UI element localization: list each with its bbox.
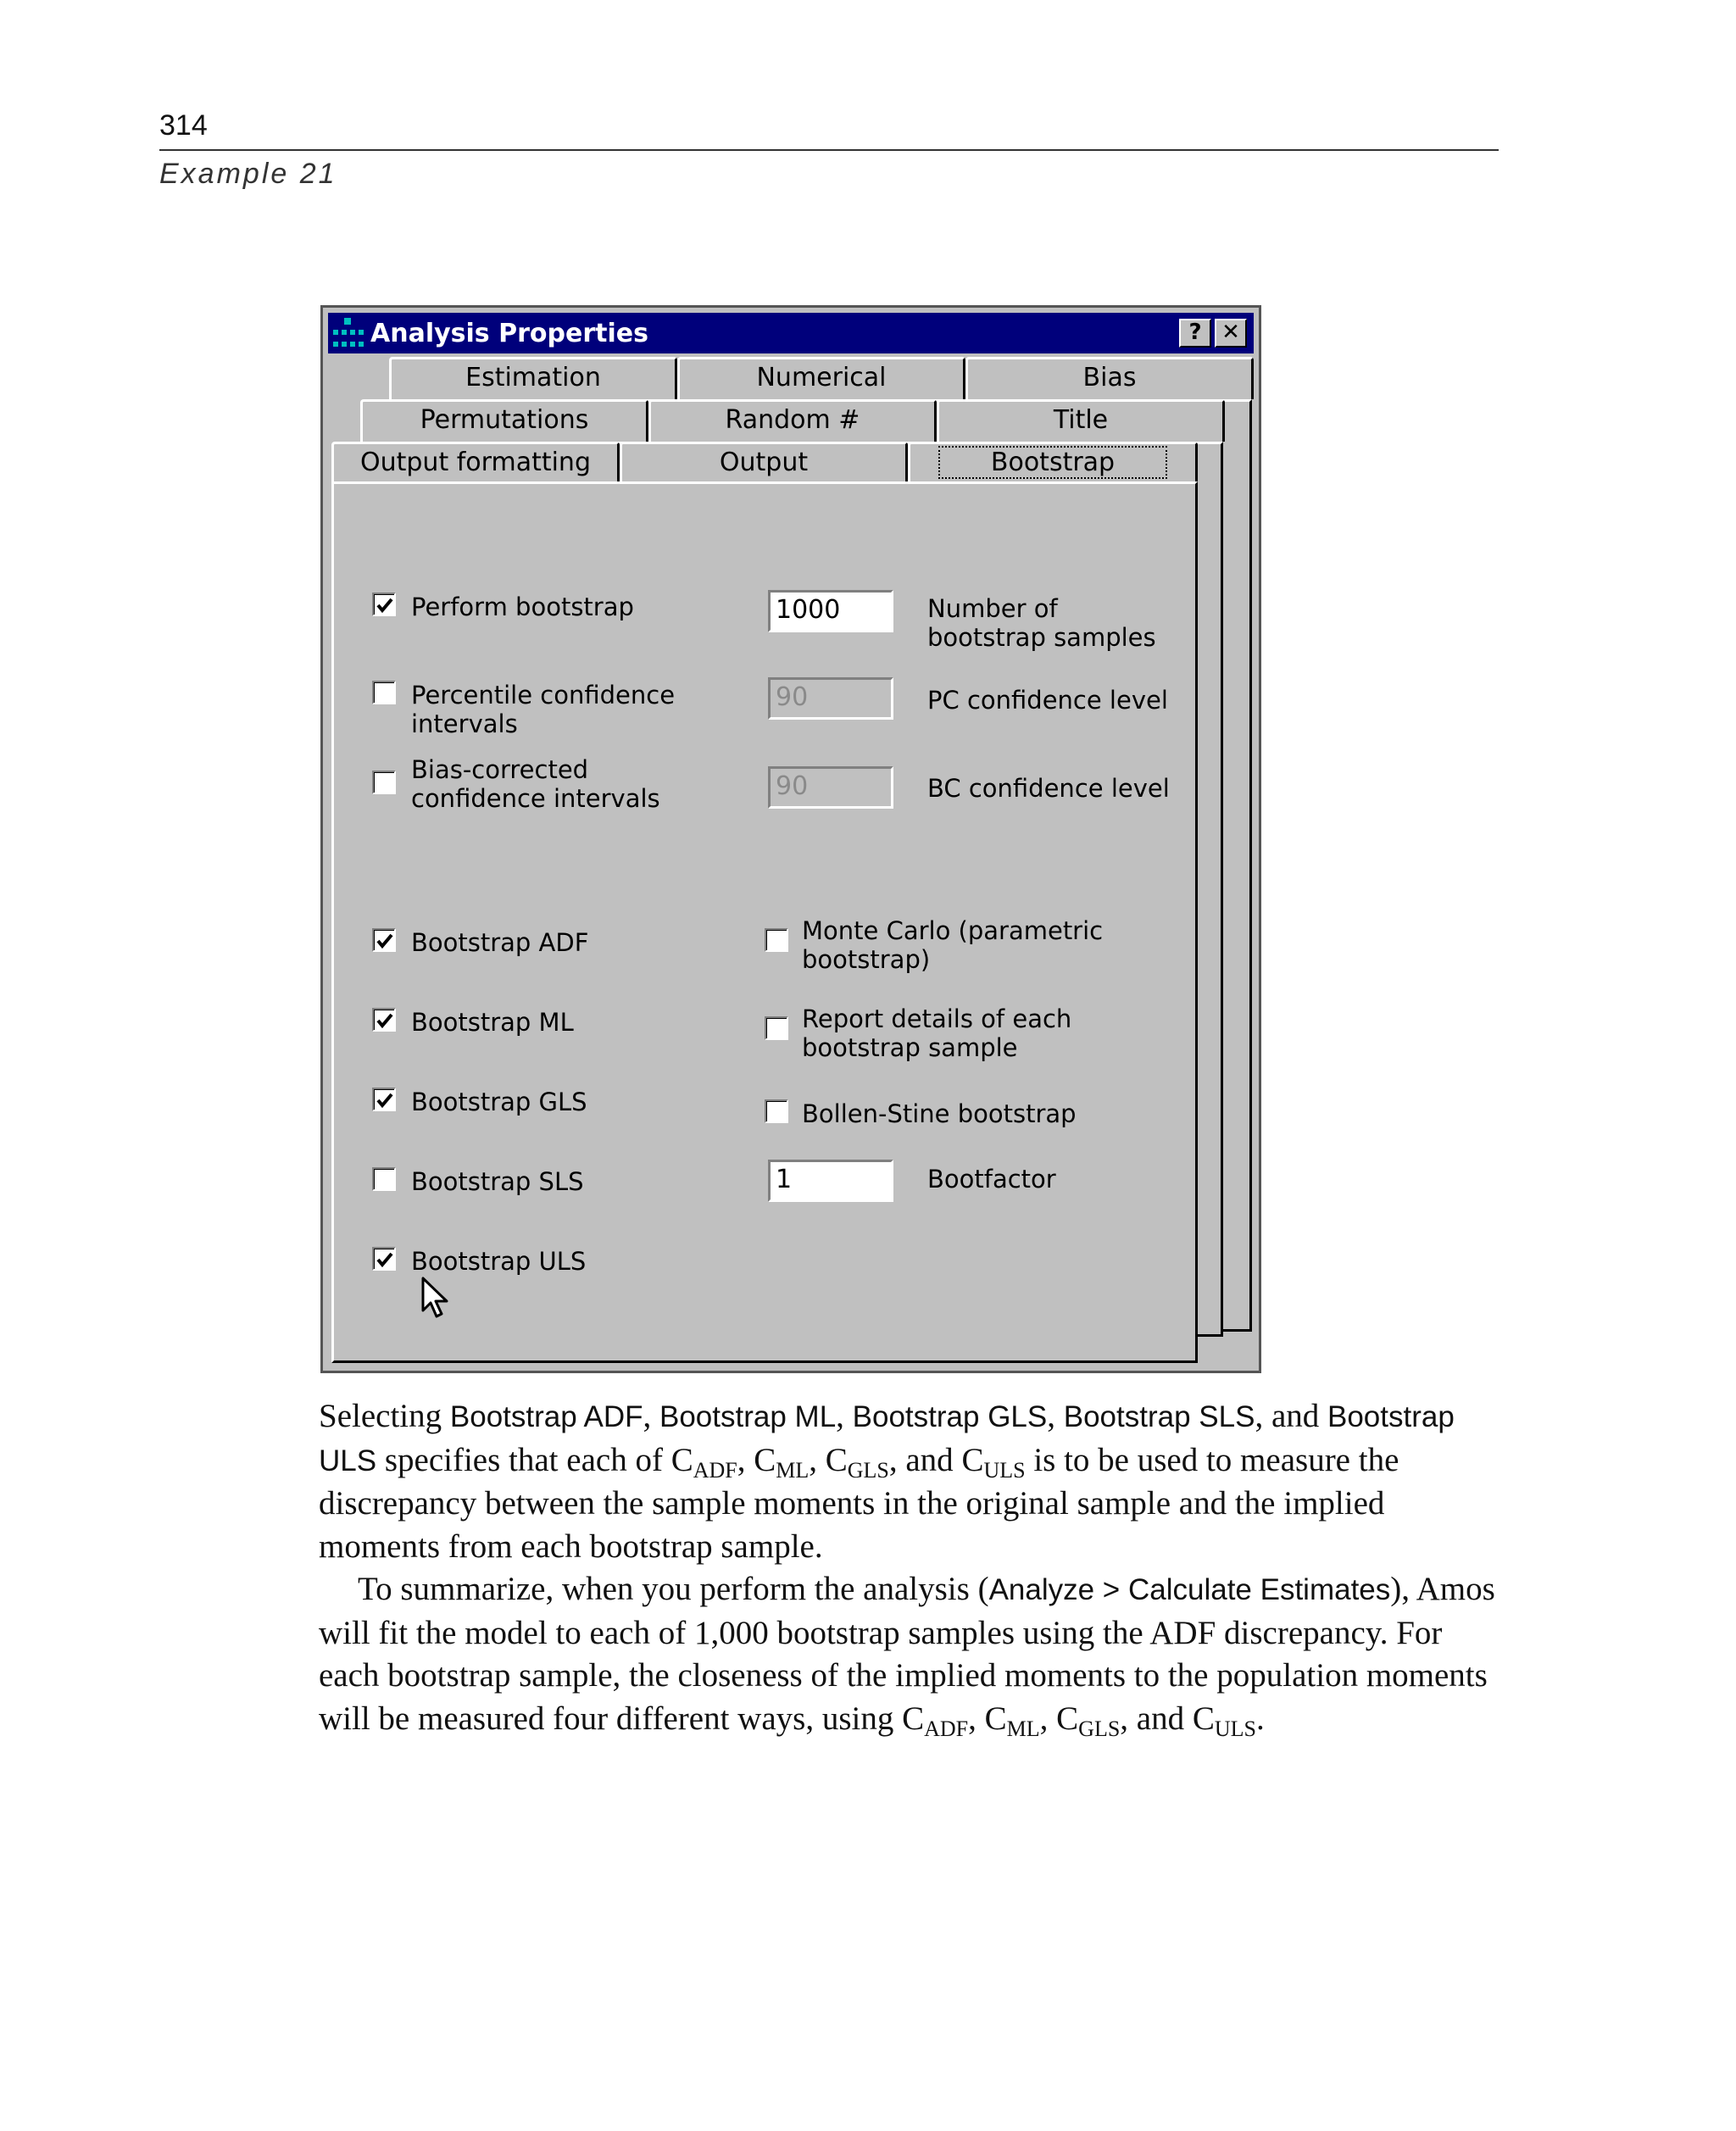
checkbox-bootstrap-uls[interactable] bbox=[372, 1247, 396, 1271]
p2-text-2: ), Amos will fit the model to each of 1,000 bootstrap samples using the ADF discrepancy. For each bootstrap sample, the closeness of the implied moments to the population moments will be measured four different ways, using bbox=[319, 1571, 1495, 1737]
ui-bootstrap-adf: Bootstrap ADF bbox=[449, 1400, 643, 1433]
option-bollen-stine[interactable] bbox=[765, 1099, 1077, 1128]
p2-sep-1: , bbox=[968, 1700, 976, 1737]
tab-bias[interactable]: Bias bbox=[965, 357, 1254, 399]
title-bar bbox=[328, 313, 1254, 353]
tab-output[interactable]: Output bbox=[620, 442, 908, 484]
p2-sep-2: , bbox=[1039, 1700, 1049, 1737]
close-button[interactable]: ✕ bbox=[1215, 319, 1247, 348]
bc-confidence-label: BC confidence level bbox=[927, 774, 1170, 803]
label-report-details: Report details of each bootstrap sample bbox=[802, 1004, 1072, 1062]
p1-text-3: is to be used to measure the discrepancy between the sample moments in the original sample and the implied moments from each bootstrap sample. bbox=[319, 1441, 1399, 1565]
mouse-cursor-icon bbox=[420, 1277, 449, 1322]
c-gls: $C_{GLS}$ bbox=[825, 1441, 889, 1483]
bootfactor-input[interactable]: 1 bbox=[768, 1160, 893, 1202]
paragraph-2 bbox=[319, 1568, 1505, 1740]
option-report-details[interactable] bbox=[765, 1004, 1163, 1062]
bootstrap-panel bbox=[331, 481, 1198, 1363]
header-rule bbox=[159, 149, 1499, 151]
tab-bootstrap-label: Bootstrap bbox=[940, 448, 1166, 477]
label-bootstrap-sls: Bootstrap SLS bbox=[411, 1167, 584, 1196]
checkbox-bootstrap-sls[interactable] bbox=[372, 1167, 396, 1191]
p2-sep-3: , and bbox=[1120, 1700, 1193, 1737]
p1-and: , and bbox=[1255, 1398, 1320, 1434]
p1-sep-1: , bbox=[737, 1441, 746, 1478]
p1-comma-2: , bbox=[836, 1398, 844, 1434]
label-bootstrap-gls: Bootstrap GLS bbox=[411, 1088, 587, 1116]
pc-confidence-input: 90 bbox=[768, 677, 893, 720]
help-button[interactable]: ? bbox=[1179, 319, 1211, 348]
option-bootstrap-gls[interactable] bbox=[372, 1088, 587, 1116]
p1-text-1: Selecting bbox=[319, 1398, 442, 1434]
dialog-title: Analysis Properties bbox=[370, 318, 648, 348]
tab-title[interactable]: Title bbox=[937, 399, 1225, 442]
p2-c-uls: $C_{ULS}$ bbox=[1192, 1700, 1256, 1741]
c-uls: $C_{ULS}$ bbox=[961, 1441, 1026, 1483]
c-adf: $C_{ADF}$ bbox=[670, 1441, 737, 1483]
checkbox-report-details[interactable] bbox=[765, 1016, 788, 1040]
tab-numerical[interactable]: Numerical bbox=[677, 357, 965, 399]
bootstrap-samples-input[interactable]: 1000 bbox=[768, 590, 893, 632]
option-bootstrap-adf[interactable] bbox=[372, 928, 588, 957]
tab-random[interactable]: Random # bbox=[648, 399, 937, 442]
label-bias-corrected-ci: Bias-corrected confidence intervals bbox=[411, 755, 660, 813]
checkbox-bias-corrected-ci[interactable] bbox=[372, 771, 396, 794]
checkbox-bollen-stine[interactable] bbox=[765, 1099, 788, 1123]
checkbox-bootstrap-adf[interactable] bbox=[372, 928, 396, 952]
bootstrap-samples-label: Number of bootstrap samples bbox=[927, 594, 1156, 652]
label-bollen-stine: Bollen-Stine bootstrap bbox=[802, 1099, 1077, 1128]
tab-permutations[interactable]: Permutations bbox=[360, 399, 648, 442]
c-ml: $C_{ML}$ bbox=[754, 1441, 810, 1483]
paragraph-1 bbox=[319, 1395, 1505, 1568]
p1-sep-2: , bbox=[809, 1441, 817, 1478]
checkbox-monte-carlo[interactable] bbox=[765, 928, 788, 952]
option-bootstrap-uls[interactable] bbox=[372, 1247, 586, 1276]
label-bootstrap-ml: Bootstrap ML bbox=[411, 1008, 574, 1037]
option-monte-carlo[interactable] bbox=[765, 916, 1163, 974]
p1-text-2: specifies that each of bbox=[376, 1441, 671, 1478]
menu-analyze-calculate: Analyze > Calculate Estimates bbox=[988, 1573, 1391, 1606]
p1-comma-1: , bbox=[643, 1398, 652, 1434]
tab-estimation[interactable]: Estimation bbox=[389, 357, 677, 399]
page-header bbox=[159, 108, 1499, 190]
body-text bbox=[319, 1395, 1505, 1740]
checkbox-perform-bootstrap[interactable] bbox=[372, 593, 396, 616]
page-number: 314 bbox=[159, 109, 208, 142]
option-bootstrap-ml[interactable] bbox=[372, 1008, 574, 1037]
p1-comma-3: , bbox=[1047, 1398, 1055, 1434]
p1-sep-3: , and bbox=[888, 1441, 962, 1478]
option-percentile-ci[interactable] bbox=[372, 681, 737, 738]
p2-text-1: To summarize, when you perform the analysis ( bbox=[358, 1571, 989, 1607]
running-head: Example 21 bbox=[159, 158, 337, 190]
checkbox-bootstrap-ml[interactable] bbox=[372, 1008, 396, 1032]
option-bias-corrected-ci[interactable] bbox=[372, 755, 728, 813]
p2-c-gls: $C_{GLS}$ bbox=[1056, 1700, 1121, 1741]
option-bootstrap-sls[interactable] bbox=[372, 1167, 584, 1196]
option-perform-bootstrap[interactable] bbox=[372, 593, 634, 621]
ui-bootstrap-uls: Bootstrap ULS bbox=[319, 1400, 1455, 1477]
checkbox-bootstrap-gls[interactable] bbox=[372, 1088, 396, 1111]
ui-bootstrap-gls: Bootstrap GLS bbox=[852, 1400, 1048, 1433]
label-bootstrap-adf: Bootstrap ADF bbox=[411, 928, 589, 957]
label-perform-bootstrap: Perform bootstrap bbox=[411, 593, 634, 621]
p2-text-3: . bbox=[1256, 1700, 1265, 1737]
pc-confidence-label: PC confidence level bbox=[927, 686, 1168, 715]
p2-c-adf: $C_{ADF}$ bbox=[902, 1700, 969, 1741]
bootfactor-label: Bootfactor bbox=[927, 1165, 1056, 1193]
tab-output-formatting[interactable]: Output formatting bbox=[331, 442, 620, 484]
tab-bootstrap[interactable] bbox=[908, 442, 1198, 484]
ui-bootstrap-sls: Bootstrap SLS bbox=[1063, 1400, 1255, 1433]
app-icon bbox=[331, 316, 365, 350]
label-percentile-ci: Percentile confidence intervals bbox=[411, 681, 676, 738]
ui-bootstrap-ml: Bootstrap ML bbox=[659, 1400, 837, 1433]
bc-confidence-input: 90 bbox=[768, 766, 893, 809]
p2-c-ml: $C_{ML}$ bbox=[984, 1700, 1040, 1741]
label-bootstrap-uls: Bootstrap ULS bbox=[411, 1247, 587, 1276]
label-monte-carlo: Monte Carlo (parametric bootstrap) bbox=[802, 916, 1104, 974]
analysis-properties-dialog bbox=[320, 305, 1261, 1373]
checkbox-percentile-ci[interactable] bbox=[372, 681, 396, 704]
